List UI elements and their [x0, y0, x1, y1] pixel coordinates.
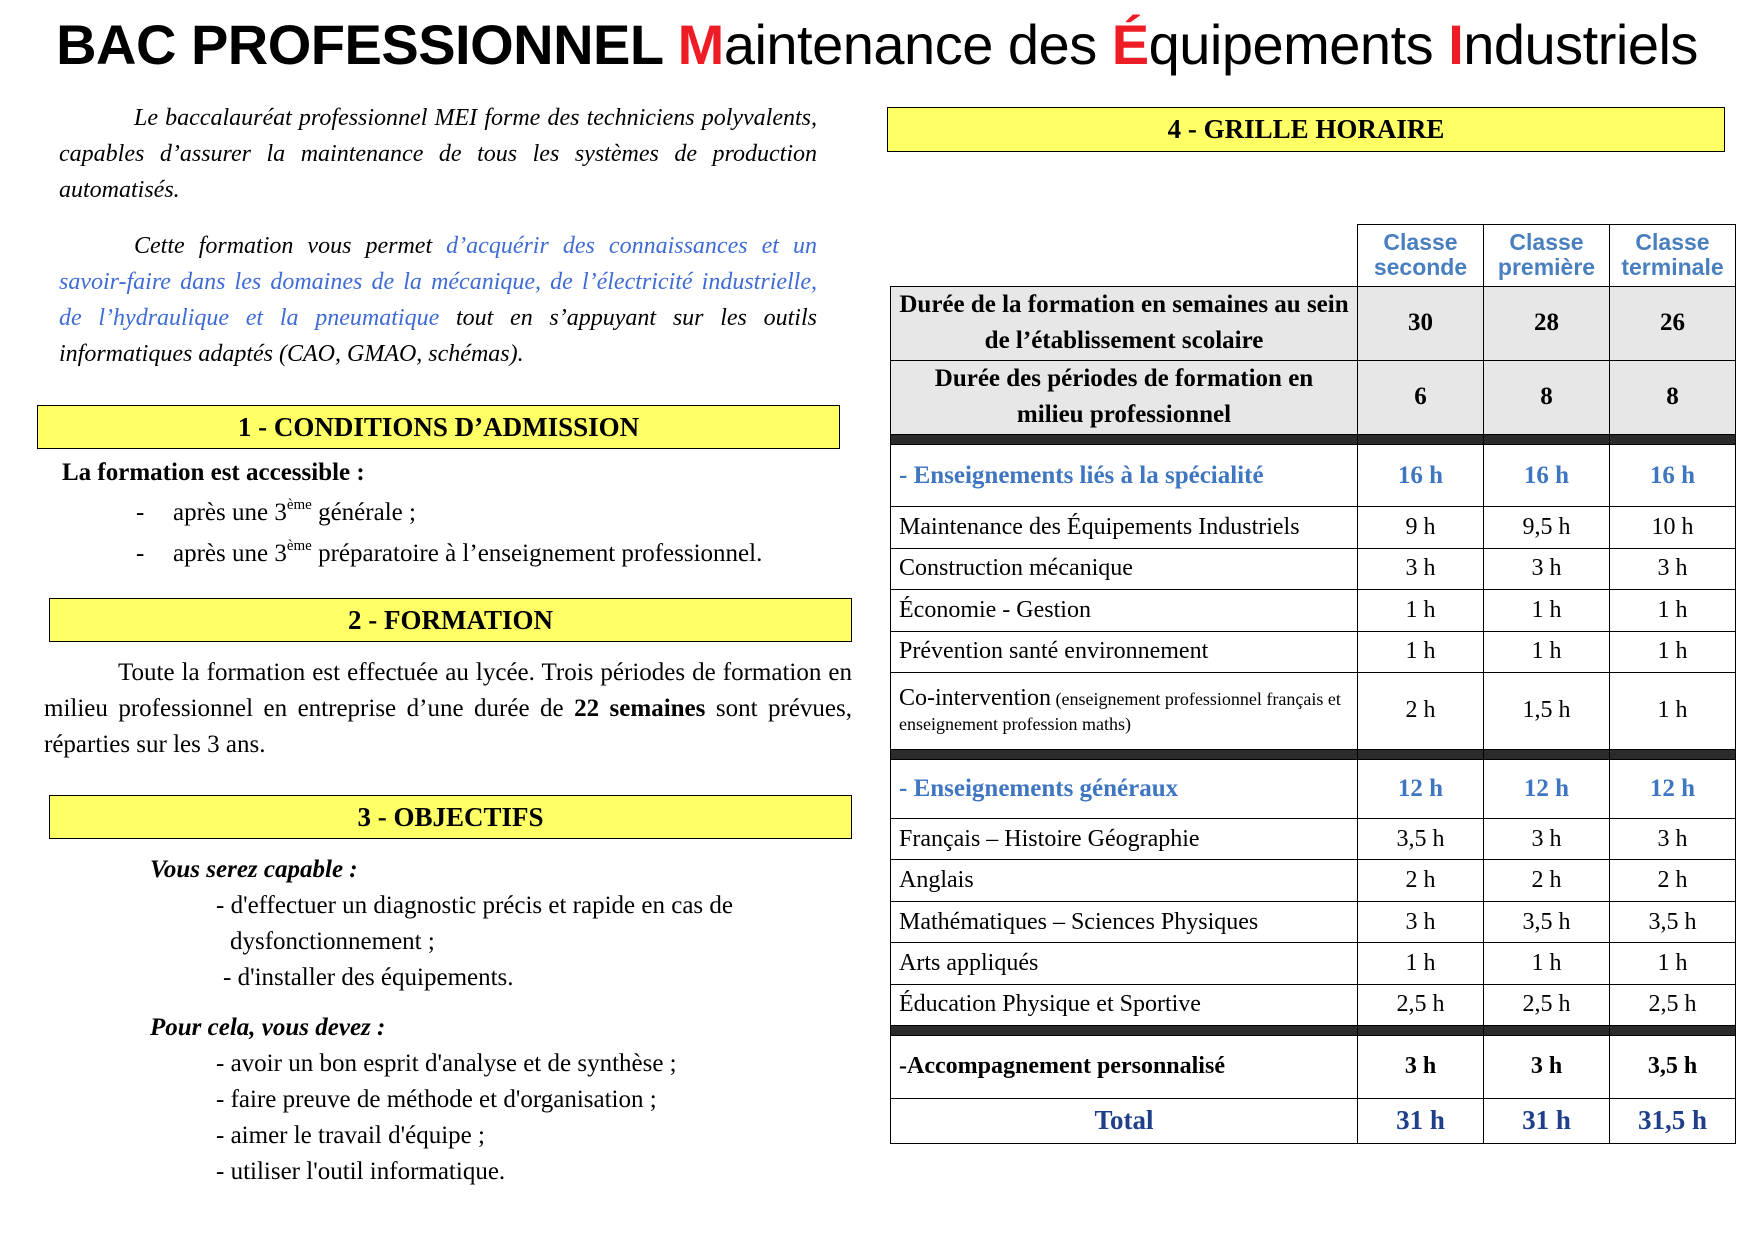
objective-item-continued: dysfonctionnement ;: [230, 928, 435, 955]
row-label: Français – Histoire Géographie: [891, 819, 1358, 860]
table-row: [891, 901, 1736, 942]
table-row: [891, 943, 1736, 984]
table-cell: 6: [1358, 361, 1484, 435]
table-section-row: [891, 444, 1736, 507]
title-initial-e: É: [1111, 13, 1149, 76]
table-cell: 16 h: [1610, 444, 1736, 507]
column-header-line: Classe: [1635, 229, 1710, 256]
title-part: quipements: [1148, 13, 1449, 76]
separator-cell: [1484, 1025, 1610, 1035]
column-header-line: terminale: [1621, 254, 1724, 281]
table-row: [891, 819, 1736, 860]
table-cell: 1 h: [1610, 943, 1736, 984]
bullet: -: [136, 540, 145, 567]
objective-item: - d'installer des équipements.: [223, 964, 514, 991]
row-label: Éducation Physique et Sportive: [891, 984, 1358, 1025]
table-corner: [891, 225, 1358, 287]
row-label: Arts appliqués: [891, 943, 1358, 984]
table-cell: 31 h: [1484, 1098, 1610, 1143]
table-cell: 16 h: [1484, 444, 1610, 507]
admission-lead: La formation est accessible :: [62, 459, 365, 486]
table-cell: 3 h: [1610, 548, 1736, 589]
table-row: [891, 590, 1736, 631]
table-cell: 2 h: [1358, 860, 1484, 901]
table-cell: 3,5 h: [1610, 1035, 1736, 1098]
table-cell: 28: [1484, 286, 1610, 361]
requirement-item: - faire preuve de méthode et d'organisation ;: [216, 1086, 657, 1113]
row-label: Durée des périodes de formation en milieu professionnel: [891, 361, 1358, 435]
table-cell: 1 h: [1610, 631, 1736, 672]
separator-cell: [1610, 749, 1736, 759]
table-separator: [891, 749, 1736, 759]
row-label: Construction mécanique: [891, 548, 1358, 589]
separator-cell: [1358, 434, 1484, 444]
table-row: [891, 631, 1736, 672]
table-cell: 9 h: [1358, 507, 1484, 548]
table-cell: 3 h: [1484, 1035, 1610, 1098]
row-label: Durée de la formation en semaines au sein de l’établissement scolaire: [891, 286, 1358, 361]
separator-cell: [1610, 434, 1736, 444]
intro-highlight: d’acquérir des connaissances et un savoir-faire dans les domaines de la mécanique, de l’électricité industrielle, de l’hydraulique et la pneumatique: [59, 233, 817, 331]
table-cell: 3 h: [1610, 819, 1736, 860]
admission-text: générale ;: [311, 499, 416, 526]
objectives-lead-1: Vous serez capable :: [150, 856, 358, 883]
superscript: ème: [286, 538, 312, 554]
title-part: ndustriels: [1463, 13, 1698, 76]
table-row: [891, 860, 1736, 901]
separator-cell: [891, 434, 1358, 444]
table-cell: 3 h: [1358, 1035, 1484, 1098]
row-label: Mathématiques – Sciences Physiques: [891, 901, 1358, 942]
table-cell: 2 h: [1358, 672, 1484, 749]
separator-cell: [1358, 1025, 1484, 1035]
title-initial-m: M: [677, 13, 724, 76]
table-separator: [891, 1025, 1736, 1035]
separator-cell: [891, 1025, 1358, 1035]
requirement-item: - utiliser l'outil informatique.: [216, 1158, 506, 1185]
table-row: [891, 361, 1736, 435]
table-row: [891, 548, 1736, 589]
total-label: Total: [891, 1098, 1358, 1143]
page-title: [0, 12, 1754, 77]
row-note: (enseignement professionnel français et enseignement profession maths): [899, 688, 1341, 734]
row-label: Co-intervention: [899, 684, 1051, 711]
intro-text: Cette formation vous permet: [134, 233, 447, 259]
table-separator: [891, 434, 1736, 444]
requirement-item: - avoir un bon esprit d'analyse et de synthèse ;: [216, 1050, 677, 1077]
table-cell: 12 h: [1484, 759, 1610, 819]
row-label: Économie - Gestion: [891, 590, 1358, 631]
table-cell: 3,5 h: [1610, 901, 1736, 942]
table-cell: 3 h: [1484, 819, 1610, 860]
table-cell: 10 h: [1610, 507, 1736, 548]
title-initial-i: I: [1448, 13, 1464, 76]
intro-paragraph-1: Le baccalauréat professionnel MEI forme des techniciens polyvalents, capables d’assurer la maintenance de tous les systèmes de production automatisés.: [59, 105, 817, 203]
formation-duration: 22 semaines: [574, 695, 706, 722]
table-cell: 3,5 h: [1484, 901, 1610, 942]
table-cell: 1 h: [1358, 943, 1484, 984]
table-cell: 1 h: [1484, 943, 1610, 984]
table-cell: 9,5 h: [1484, 507, 1610, 548]
row-label: Prévention santé environnement: [891, 631, 1358, 672]
formation-text: Toute la formation est effectuée au lycée. Trois périodes de formation en milieu professionnel en entreprise d’une durée de: [44, 659, 852, 722]
formation-text: sont prévues, réparties sur les 3 ans.: [44, 695, 853, 758]
admission-item-2: [173, 540, 762, 568]
title-part: BAC PROFESSIONNEL: [56, 13, 678, 76]
column-header-line: Classe: [1383, 229, 1458, 256]
table-cell: 2,5 h: [1484, 984, 1610, 1025]
section-label-specialite: - Enseignements liés à la spécialité: [891, 444, 1358, 507]
column-header-premiere: [1484, 225, 1610, 287]
objectives-lead-2: Pour cela, vous devez :: [150, 1014, 386, 1041]
table-row: [891, 286, 1736, 361]
table-cell: 3,5 h: [1358, 819, 1484, 860]
column-header-terminale: [1610, 225, 1736, 287]
table-cell: 8: [1484, 361, 1610, 435]
column-header-line: Classe: [1509, 229, 1584, 256]
table-cell: 1 h: [1610, 672, 1736, 749]
table-cell: 2 h: [1610, 860, 1736, 901]
row-label-accompagnement: -Accompagnement personnalisé: [891, 1035, 1358, 1098]
table-cell: 1 h: [1484, 631, 1610, 672]
table-row: [891, 507, 1736, 548]
table-cell: 1,5 h: [1484, 672, 1610, 749]
table-cell: 3 h: [1358, 901, 1484, 942]
table-cell: 12 h: [1610, 759, 1736, 819]
table-cell: 3 h: [1484, 548, 1610, 589]
table-header-row: [891, 225, 1736, 287]
table-row: [891, 1035, 1736, 1098]
column-header-line: seconde: [1373, 254, 1468, 281]
separator-cell: [1610, 1025, 1736, 1035]
table-cell: 8: [1610, 361, 1736, 435]
column-header-line: première: [1497, 254, 1596, 281]
separator-cell: [891, 749, 1358, 759]
row-label: Anglais: [891, 860, 1358, 901]
table-cell: 2 h: [1484, 860, 1610, 901]
table-cell: 12 h: [1358, 759, 1484, 819]
table-row: [891, 672, 1736, 749]
separator-cell: [1358, 749, 1484, 759]
table-cell: 30: [1358, 286, 1484, 361]
intro-paragraph-2: [59, 228, 817, 372]
column-header-seconde: [1358, 225, 1484, 287]
bullet: -: [136, 499, 145, 526]
formation-paragraph: [44, 655, 852, 763]
superscript: ème: [286, 497, 312, 513]
section-heading-admission: 1 - CONDITIONS D’ADMISSION: [37, 405, 840, 449]
requirement-item: - aimer le travail d'équipe ;: [216, 1122, 485, 1149]
table-cell: 26: [1610, 286, 1736, 361]
admission-text: préparatoire à l’enseignement professionnel.: [311, 540, 763, 567]
section-heading-formation: 2 - FORMATION: [49, 598, 852, 642]
separator-cell: [1484, 749, 1610, 759]
table-total-row: [891, 1098, 1736, 1143]
table-row: [891, 984, 1736, 1025]
row-label: Maintenance des Équipements Industriels: [891, 507, 1358, 548]
table-cell: 3 h: [1358, 548, 1484, 589]
table-cell: 2,5 h: [1610, 984, 1736, 1025]
table-cell: 1 h: [1610, 590, 1736, 631]
admission-text: après une 3: [173, 499, 287, 526]
table-cell: 31,5 h: [1610, 1098, 1736, 1143]
objective-item: - d'effectuer un diagnostic précis et rapide en cas de: [216, 892, 734, 919]
table-cell: 31 h: [1358, 1098, 1484, 1143]
title-part: aintenance des: [723, 13, 1112, 76]
table-cell: 16 h: [1358, 444, 1484, 507]
section-heading-objectifs: 3 - OBJECTIFS: [49, 795, 852, 839]
admission-text: après une 3: [173, 540, 287, 567]
timetable: [890, 224, 1736, 1144]
admission-item-1: [173, 499, 416, 527]
section-label-generaux: - Enseignements généraux: [891, 759, 1358, 819]
separator-cell: [1484, 434, 1610, 444]
table-section-row: [891, 759, 1736, 819]
intro-text: tout en s’appuyant sur les outils informatiques adaptés (CAO, GMAO, schémas).: [59, 305, 817, 367]
table-cell: 1 h: [1358, 590, 1484, 631]
table-cell: 1 h: [1358, 631, 1484, 672]
section-heading-grille-horaire: 4 - GRILLE HORAIRE: [887, 107, 1725, 152]
table-cell: 2,5 h: [1358, 984, 1484, 1025]
table-cell: 1 h: [1484, 590, 1610, 631]
row-label-co-intervention: [891, 672, 1358, 749]
